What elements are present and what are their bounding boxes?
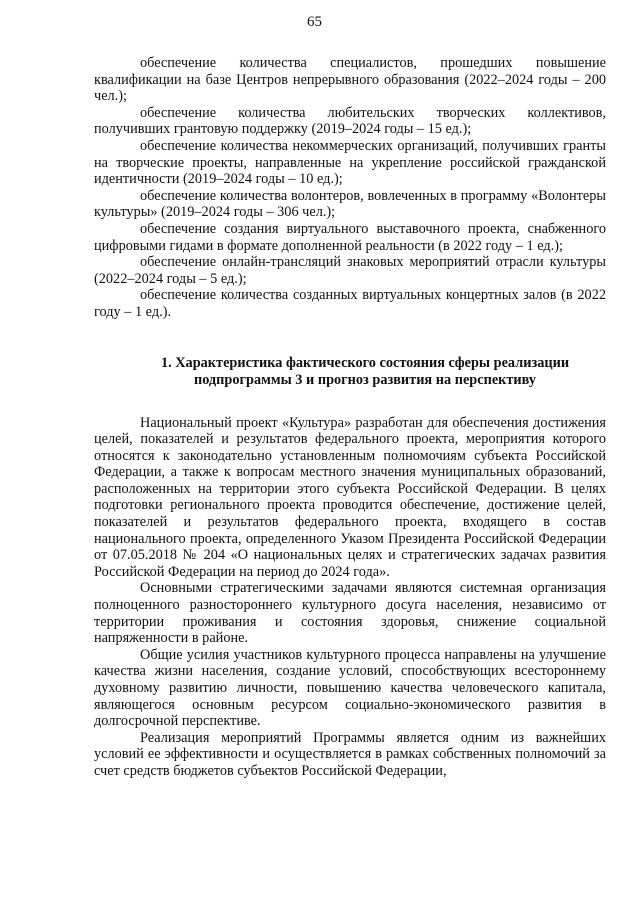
list-item: обеспечение создания виртуального выставочного проекта, снабженного цифровыми гидами в формате дополненной реальности (в 2022 году – 1 ед.);: [94, 220, 606, 254]
list-item: обеспечение количества волонтеров, вовлеченных в программу «Волонтеры культуры» (2019–2024 годы – 306 чел.);: [94, 187, 606, 221]
body-paragraph: Реализация мероприятий Программы является одним из важнейших условий ее эффективности и осуществляется в рамках собственных полномочий за счет средств бюджетов субъектов Российской Федерации,: [94, 729, 606, 779]
list-item: обеспечение количества некоммерческих организаций, получивших гранты на творческие проекты, направленные на укрепление российской гражданской идентичности (2019–2024 годы – 10 ед.);: [94, 137, 606, 188]
list-item: обеспечение количества специалистов, прошедших повышение квалификации на базе Центров непрерывного образования (2022–2024 годы – 200 чел.);: [94, 55, 606, 105]
body-paragraph: Общие усилия участников культурного процесса направлены на улучшение качества жизни населения, создание условий, способствующих всестороннему духовному развитию личности, повышению качества человеческого капитала, являющегося основным ресурсом социально-экономического развития в долгосрочной перспективе.: [94, 646, 606, 730]
list-item: обеспечение количества созданных виртуальных концертных залов (в 2022 году – 1 ед.).: [94, 287, 606, 320]
body-paragraph: Основными стратегическими задачами являются системная организация полноценного разностороннего культурного досуга населения, независимо от территории проживания и состояния здоровья, снижение социальной напряженности в районе.: [94, 580, 606, 647]
section-heading: [94, 355, 606, 389]
page-content: [94, 55, 606, 780]
page-number: 65: [307, 14, 322, 30]
body-paragraph: Национальный проект «Культура» разработан для обеспечения достижения целей, показателей и результатов федерального проекта, мероприятия которого относятся к законодательно установленным полномочиям субъекта Российской Федерации, а также к вопросам местного значения муниципальных образований, расположенных на территории этого субъекта Российской Федерации. В целях подготовки регионального проекта проводится обеспечение, достижение целей, показателей и результатов федерального проекта, входящего в состав национального проекта, определенного Указом Президента Российской Федерации от 07.05.2018 № 204 «О национальных целях и стратегических задачах развития Российской Федерации на период до 2024 года».: [94, 414, 606, 580]
goals-list: [94, 55, 606, 321]
list-item: обеспечение количества любительских творческих коллективов, получивших грантовую поддержку (2019–2024 годы – 15 ед.);: [94, 104, 606, 138]
section-body: [94, 415, 606, 780]
section-heading-line: 1. Характеристика фактического состояния сферы реализации: [160, 354, 570, 371]
section-heading-line: подпрограммы 3 и прогноз развития на перспективу: [193, 371, 537, 388]
list-item: обеспечение онлайн-трансляций знаковых мероприятий отрасли культуры (2022–2024 годы – 5 ед.);: [94, 254, 606, 287]
